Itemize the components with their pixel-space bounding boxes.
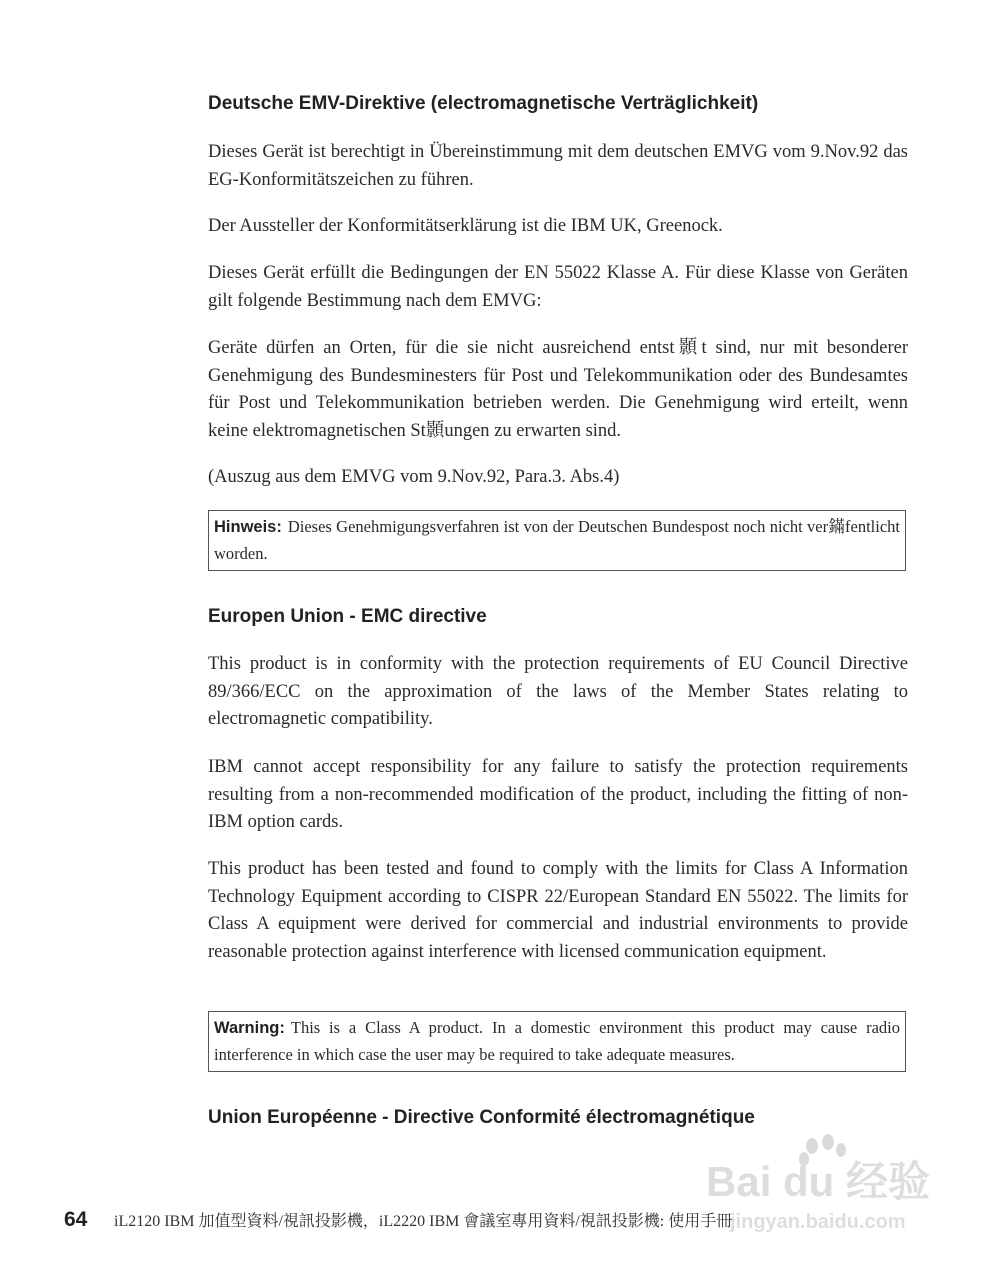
page-number: 64 xyxy=(64,1208,88,1231)
paragraph: Dieses Gerät ist berechtigt in Übereinstimmung mit dem deutschen EMVG vom 9.Nov.92 das EG-Konformitätszeichen zu führen. xyxy=(208,142,908,190)
paragraph: This product is in conformity with the protection requirements of EU Council Directive 89/366/ECC on the approximation of the laws of the Member States relating to electromagnetic compatibility. xyxy=(208,654,908,730)
footer-manual-title: iL2120 IBM 加值型資料/視訊投影機，iL2220 IBM 會議室專用資料/視訊投影機: 使用手冊 xyxy=(114,1213,733,1230)
note-label: Warning: xyxy=(214,1019,285,1037)
paragraph: IBM cannot accept responsibility for any failure to satisfy the protection requirements resulting from a non-recommended modification of the product, including the fitting of non-IBM option cards. xyxy=(208,757,908,833)
baidu-watermark-logo xyxy=(700,1132,940,1242)
paragraph: Dieses Gerät erfüllt die Bedingungen der EN 55022 Klasse A. Für diese Klasse von Geräten gilt folgende Bestimmung nach dem EMVG: xyxy=(208,263,908,311)
page-footer xyxy=(64,1208,732,1232)
note-label: Hinweis: xyxy=(214,518,282,536)
watermark-url: jingyan.baidu.com xyxy=(730,1211,906,1233)
paragraph: Geräte dürfen an Orten, für die sie nicht ausreichend entst顥t sind, nur mit besonderer Genehmigung des Bundesminesters für Post und Telekommunikation oder des Bundesamtes für Post und Telekommunikation betrieben werden. Die Genehmigung wird erteilt, wenn keine elektromagnetischen St顥ungen zu erwarten sind. xyxy=(208,338,908,441)
note-text: This is a Class A product. In a domestic environment this product may cause radio interference in which case the user may be required to take adequate measures. xyxy=(214,1018,900,1064)
watermark-brand: Bai du 经验 xyxy=(706,1158,931,1205)
paragraph: (Auszug aus dem EMVG vom 9.Nov.92, Para.3. Abs.4) xyxy=(208,467,620,487)
paragraph: This product has been tested and found to comply with the limits for Class A Information Technology Equipment according to CISPR 22/European Standard EN 55022. The limits for Class A equipment were derived for commercial and industrial environments to provide reasonable protection against interference with licensed communication equipment. xyxy=(208,859,908,962)
heading-deutsche-emv: Deutsche EMV-Direktive (electromagnetische Verträglichkeit) xyxy=(208,93,759,114)
hinweis-note-box xyxy=(208,510,906,571)
heading-eu-emc-directive: Europen Union - EMC directive xyxy=(208,606,487,627)
paragraph: Der Aussteller der Konformitätserklärung ist die IBM UK, Greenock. xyxy=(208,216,723,236)
warning-note-box xyxy=(208,1011,906,1072)
note-text: Dieses Genehmigungsverfahren ist von der Deutschen Bundespost noch nicht ver鏋fentlicht worden. xyxy=(214,517,900,563)
heading-union-europeenne: Union Européenne - Directive Conformité électromagnétique xyxy=(208,1107,755,1128)
